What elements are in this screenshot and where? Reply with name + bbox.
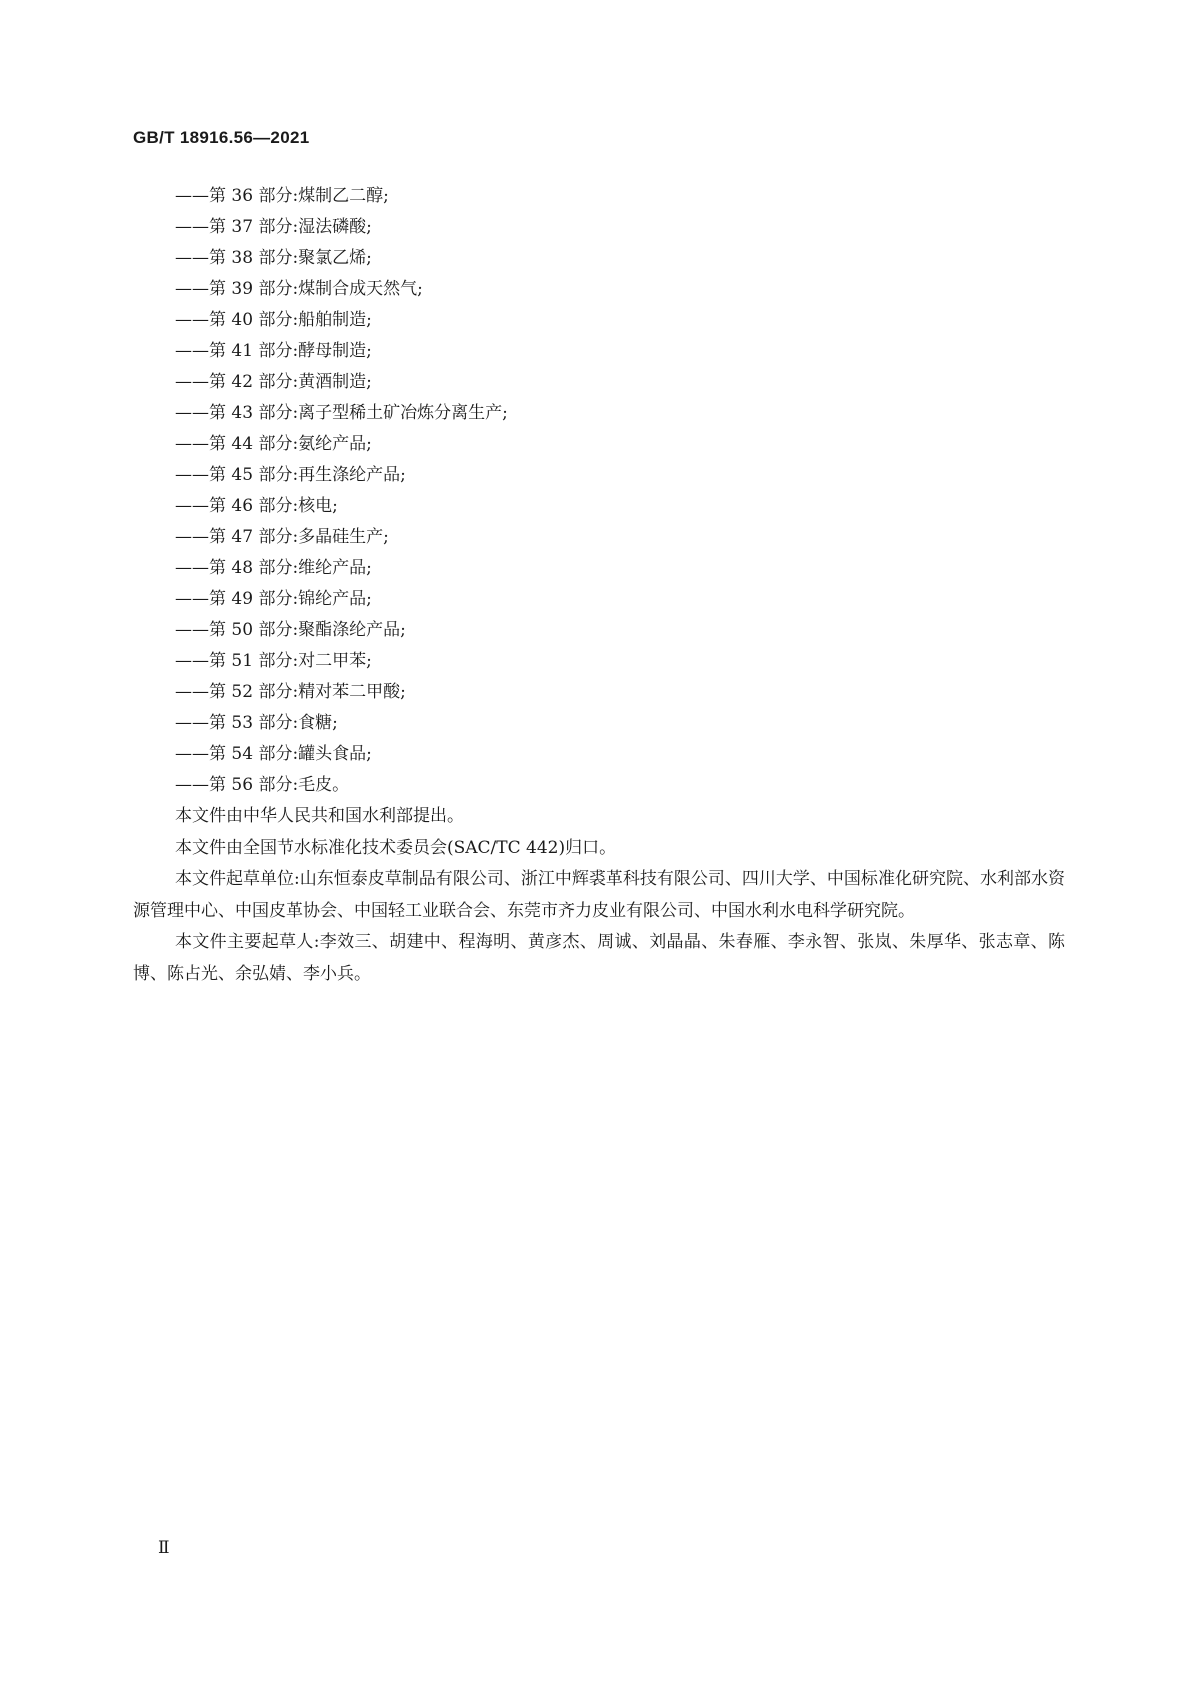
list-item: ——第 49 部分:锦纶产品; (175, 589, 372, 609)
list-item: ——第 38 部分:聚氯乙烯; (175, 248, 372, 268)
list-item: ——第 43 部分:离子型稀土矿冶炼分离生产; (175, 403, 508, 423)
list-item: ——第 46 部分:核电; (175, 496, 338, 516)
foreword-content (133, 181, 1065, 990)
drafters-paragraph: 本文件主要起草人:李效三、胡建中、程海明、黄彦杰、周诚、刘晶晶、朱春雁、李永智、张岚、朱厚华、张志章、陈博、陈占光、余弘婧、李小兵。 (133, 932, 1065, 984)
list-item: ——第 45 部分:再生涤纶产品; (175, 465, 406, 485)
list-item: ——第 47 部分:多晶硅生产; (175, 527, 389, 547)
list-item: ——第 53 部分:食糖; (175, 713, 338, 733)
list-item: ——第 41 部分:酵母制造; (175, 341, 372, 361)
list-item: ——第 54 部分:罐头食品; (175, 744, 372, 764)
parts-list (133, 181, 1065, 801)
list-item: ——第 42 部分:黄酒制造; (175, 372, 372, 392)
list-item: ——第 37 部分:湿法磷酸; (175, 217, 372, 237)
page-number: Ⅱ (158, 1538, 170, 1558)
list-item: ——第 50 部分:聚酯涤纶产品; (175, 620, 406, 640)
committee-paragraph: 本文件由全国节水标准化技术委员会(SAC/TC 442)归口。 (175, 837, 617, 858)
standard-number: GB/T 18916.56—2021 (133, 128, 310, 147)
proposer-paragraph: 本文件由中华人民共和国水利部提出。 (175, 806, 464, 826)
list-item: ——第 36 部分:煤制乙二醇; (175, 186, 389, 206)
list-item: ——第 40 部分:船舶制造; (175, 310, 372, 330)
list-item: ——第 56 部分:毛皮。 (175, 775, 350, 795)
list-item: ——第 39 部分:煤制合成天然气; (175, 279, 423, 299)
list-item: ——第 44 部分:氨纶产品; (175, 434, 372, 454)
list-item: ——第 48 部分:维纶产品; (175, 558, 372, 578)
list-item: ——第 52 部分:精对苯二甲酸; (175, 682, 406, 702)
drafting-units-paragraph: 本文件起草单位:山东恒泰皮草制品有限公司、浙江中辉裘革科技有限公司、四川大学、中国标准化研究院、水利部水资源管理中心、中国皮革协会、中国轻工业联合会、东莞市齐力皮业有限公司、中国水利水电科学研究院。 (133, 869, 1065, 921)
list-item: ——第 51 部分:对二甲苯; (175, 651, 372, 671)
